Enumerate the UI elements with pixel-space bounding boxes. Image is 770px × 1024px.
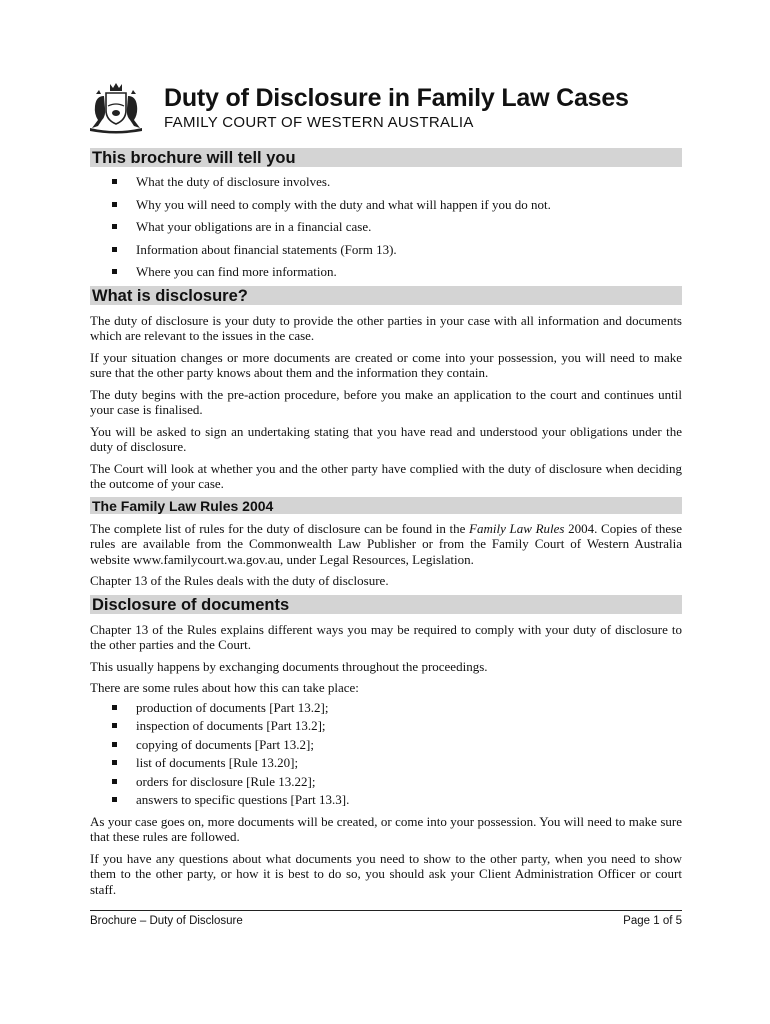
paragraph: There are some rules about how this can take place: [90, 680, 359, 695]
list-item-text: Where you can find more information. [136, 264, 337, 279]
paragraph [90, 521, 682, 568]
paragraph: Chapter 13 of the Rules explains different ways you may be required to comply with your duty of disclosure to the other parties and the Court. [90, 621, 682, 652]
page-footer [90, 910, 682, 927]
list-item-text: What your obligations are in a financial case. [136, 219, 372, 234]
list-item [90, 700, 682, 716]
bullet-icon [112, 705, 117, 710]
list-item [90, 242, 682, 258]
list-item [90, 755, 682, 771]
bullet-icon [112, 797, 117, 802]
bullet-icon [112, 247, 117, 252]
list-item [90, 718, 682, 734]
list-item-text: Information about financial statements (Form 13). [136, 241, 397, 257]
bullet-icon [112, 779, 117, 784]
bullet-icon [112, 179, 117, 184]
bullet-icon [112, 723, 117, 728]
bullet-icon [112, 760, 117, 765]
list-item [90, 219, 682, 235]
document-header [84, 82, 684, 142]
list-item-text: answers to specific questions [Part 13.3]. [136, 792, 350, 807]
section-heading-what: What is disclosure? [90, 286, 682, 305]
list-item-text: orders for disclosure [Rule 13.22]; [136, 773, 316, 789]
bullet-icon [112, 742, 117, 747]
paragraph: The Court will look at whether you and the other party have complied with the duty of disclosure when deciding the outcome of your case. [90, 460, 682, 491]
paragraph: As your case goes on, more documents will be created, or come into your possession. You will need to make sure that these rules are followed. [90, 813, 682, 844]
section-heading-rules: The Family Law Rules 2004 [90, 497, 682, 514]
text-run: 2004. Copies of these rules are available from the Commonwealth Law Publisher or from the Family Court of Western Australia website www.familycourt.wa.gov.au, under Legal Resources, Legislation. [90, 520, 682, 567]
section-heading-documents: Disclosure of documents [90, 595, 682, 614]
list-item-text: What the duty of disclosure involves. [136, 174, 331, 189]
paragraph: Chapter 13 of the Rules deals with the duty of disclosure. [90, 573, 389, 588]
list-item [90, 264, 682, 280]
text-run: The complete list of rules for the duty of disclosure can be found in the [90, 520, 470, 536]
section-heading-tell: This brochure will tell you [90, 148, 682, 167]
paragraph: This usually happens by exchanging documents throughout the proceedings. [90, 658, 488, 674]
paragraph: If you have any questions about what documents you need to show to the other party, when you need to show them to the other party, or how it is best to do so, you should ask your Client Administration Officer or court staff. [90, 850, 682, 897]
list-item [90, 792, 682, 808]
list-item [90, 197, 682, 213]
coat-of-arms-icon [84, 82, 148, 134]
document-subtitle: FAMILY COURT OF WESTERN AUSTRALIA [164, 114, 474, 131]
list-item-text: Why you will need to comply with the duty and what will happen if you do not. [136, 196, 551, 212]
list-item-text: copying of documents [Part 13.2]; [136, 736, 314, 752]
list-item [90, 774, 682, 790]
list-item [90, 737, 682, 753]
rules-list [90, 700, 682, 808]
bullet-icon [112, 269, 117, 274]
italic-text: Family Law Rules [469, 520, 565, 536]
paragraph: If your situation changes or more documents are created or come into your possession, you will need to make sure that the other party knows about them and the information they contain. [90, 349, 682, 380]
document-title: Duty of Disclosure in Family Law Cases [164, 84, 629, 112]
bullet-icon [112, 202, 117, 207]
footer-title: Brochure – Duty of Disclosure [90, 915, 243, 927]
page-number: Page 1 of 5 [623, 915, 682, 927]
paragraph: The duty of disclosure is your duty to provide the other parties in your case with all information and documents which are relevant to the issues in the case. [90, 312, 682, 343]
list-item [90, 174, 682, 190]
paragraph: You will be asked to sign an undertaking stating that you have read and understood your obligations under the duty of disclosure. [90, 423, 682, 454]
document-body [90, 148, 682, 897]
list-item-text: production of documents [Part 13.2]; [136, 699, 329, 715]
list-item-text: list of documents [Rule 13.20]; [136, 755, 299, 770]
tell-list [90, 174, 682, 280]
list-item-text: inspection of documents [Part 13.2]; [136, 718, 326, 733]
paragraph: The duty begins with the pre-action procedure, before you make an application to the court and continues until your case is finalised. [90, 386, 682, 417]
bullet-icon [112, 224, 117, 229]
